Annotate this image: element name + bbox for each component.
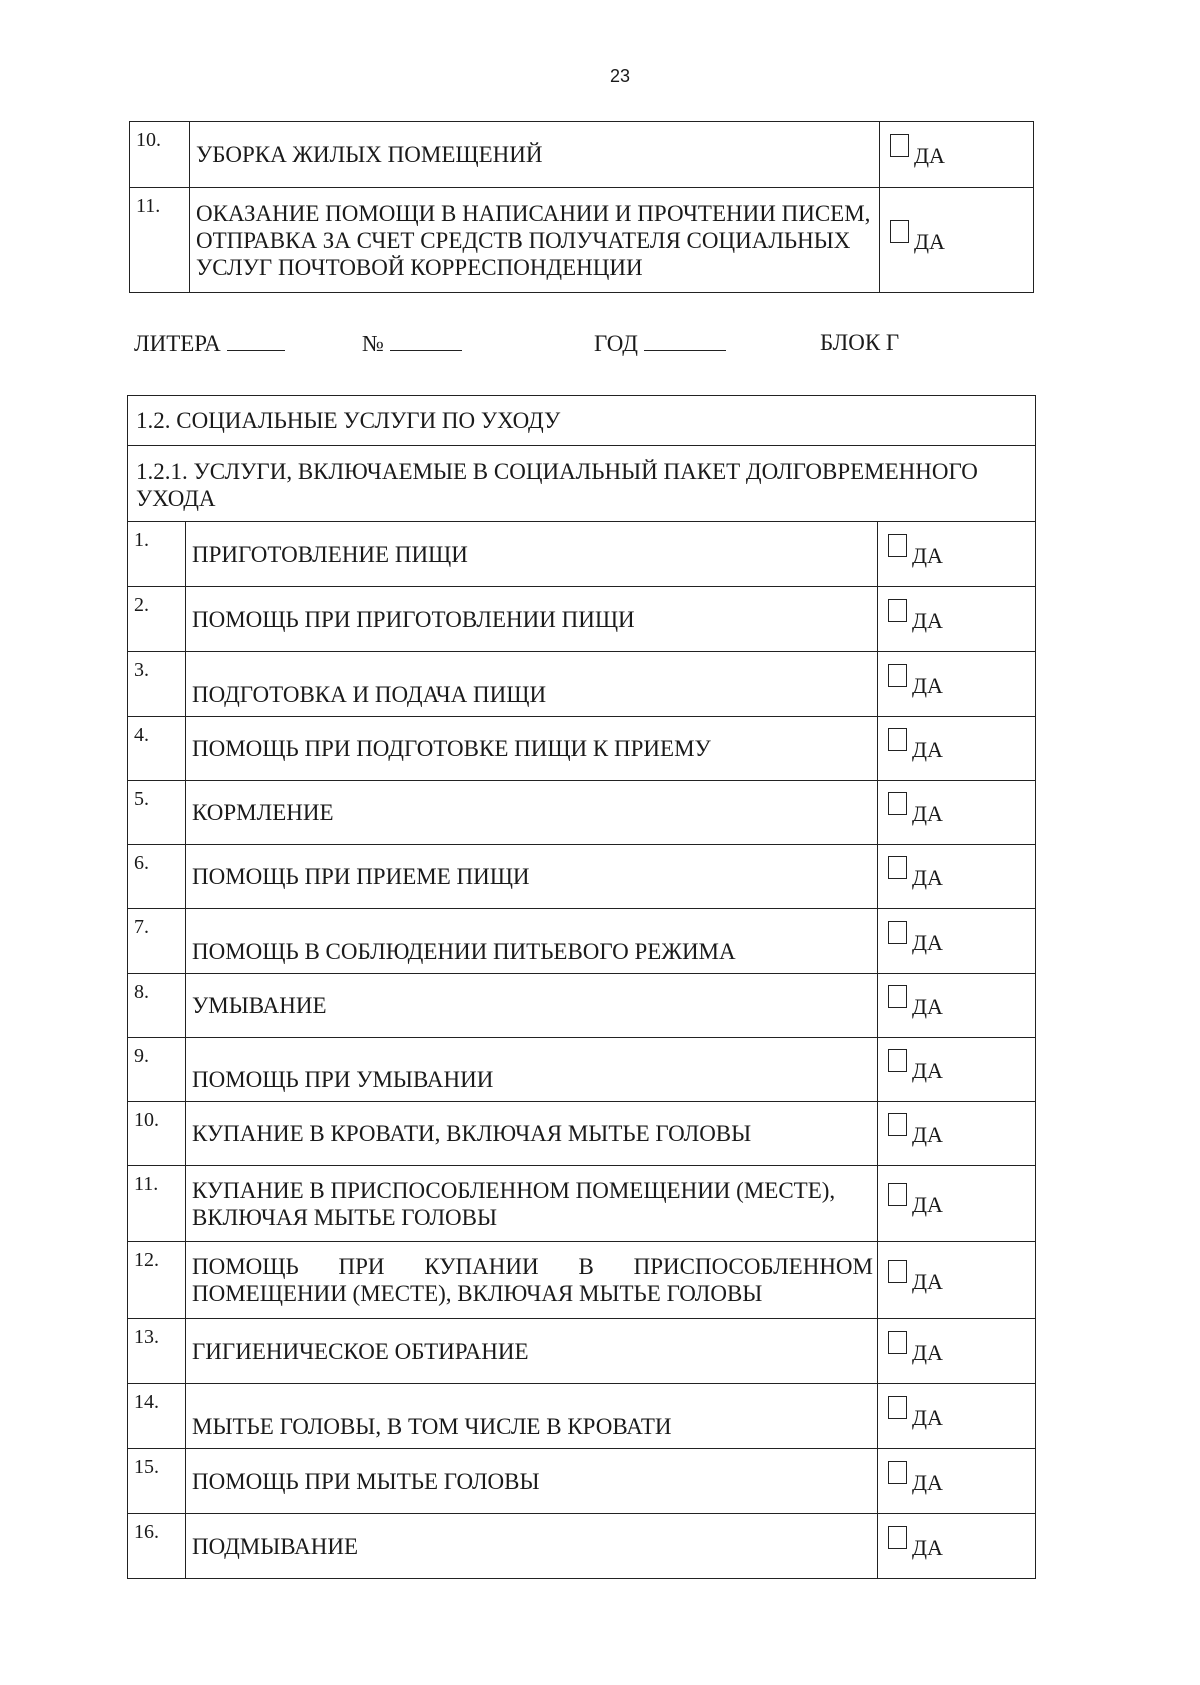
yes-label: ДА [912, 929, 943, 955]
yes-checkbox[interactable] [878, 845, 1036, 909]
row-number: 7. [128, 909, 186, 974]
yes-checkbox[interactable] [878, 1319, 1036, 1384]
yes-checkbox[interactable] [878, 1449, 1036, 1514]
row-number: 2. [128, 587, 186, 652]
table-row [128, 1384, 1036, 1449]
service-label: ПОМОЩЬ ПРИ КУПАНИИ В ПРИСПОСОБЛЕННОМ ПОМЕЩЕНИИ (МЕСТЕ), ВКЛЮЧАЯ МЫТЬЕ ГОЛОВЫ [186, 1242, 878, 1319]
service-label: ГИГИЕНИЧЕСКОЕ ОБТИРАНИЕ [186, 1319, 878, 1384]
checkbox-icon[interactable] [888, 1526, 907, 1549]
yes-checkbox[interactable] [878, 781, 1036, 845]
yes-checkbox[interactable] [878, 1166, 1036, 1242]
row-number: 9. [128, 1038, 186, 1102]
yes-label: ДА [914, 143, 945, 168]
page-number: 23 [609, 66, 631, 86]
subsection-title: 1.2.1. УСЛУГИ, ВКЛЮЧАЕМЫЕ В СОЦИАЛЬНЫЙ ПАКЕТ ДОЛГОВРЕМЕННОГО УХОДА [128, 446, 1036, 522]
service-label: ПОМОЩЬ ПРИ МЫТЬЕ ГОЛОВЫ [186, 1449, 878, 1514]
row-number: 11. [128, 1166, 186, 1242]
yes-label: ДА [912, 542, 943, 568]
row-number: 6. [128, 845, 186, 909]
row-number: 4. [128, 717, 186, 781]
services-table-main [127, 395, 1036, 1579]
table-row [128, 652, 1036, 717]
checkbox-icon[interactable] [888, 1461, 907, 1484]
yes-checkbox[interactable] [880, 122, 1034, 188]
yes-checkbox[interactable] [878, 717, 1036, 781]
checkbox-icon[interactable] [888, 792, 907, 815]
checkbox-icon[interactable] [888, 728, 907, 751]
yes-label: ДА [912, 994, 943, 1019]
table-row [128, 522, 1036, 587]
yes-label: ДА [912, 1469, 943, 1495]
row-number: 15. [128, 1449, 186, 1514]
row-number: 5. [128, 781, 186, 845]
number-label: № [362, 331, 384, 356]
table-row [128, 1038, 1036, 1102]
service-label: МЫТЬЕ ГОЛОВЫ, В ТОМ ЧИСЛЕ В КРОВАТИ [186, 1384, 878, 1449]
checkbox-icon[interactable] [888, 856, 907, 879]
table-row [128, 845, 1036, 909]
yes-checkbox[interactable] [878, 1242, 1036, 1319]
section-row [128, 396, 1036, 446]
row-number: 13. [128, 1319, 186, 1384]
litera-field[interactable] [227, 330, 285, 351]
yes-checkbox[interactable] [878, 974, 1036, 1038]
service-label: КОРМЛЕНИЕ [186, 781, 878, 845]
yes-checkbox[interactable] [878, 652, 1036, 717]
row-number: 14. [128, 1384, 186, 1449]
service-label: УБОРКА ЖИЛЫХ ПОМЕЩЕНИЙ [190, 122, 880, 188]
yes-label: ДА [912, 672, 943, 698]
row-number: 3. [128, 652, 186, 717]
checkbox-icon[interactable] [888, 599, 907, 622]
yes-checkbox[interactable] [878, 587, 1036, 652]
yes-label: ДА [912, 737, 943, 762]
checkbox-icon[interactable] [890, 220, 909, 243]
table-row [130, 188, 1034, 293]
block-label: БЛОК Г [820, 330, 900, 355]
yes-checkbox[interactable] [878, 1038, 1036, 1102]
table-row [128, 1449, 1036, 1514]
section-title: 1.2. СОЦИАЛЬНЫЕ УСЛУГИ ПО УХОДУ [128, 396, 1036, 446]
row-number: 10. [128, 1102, 186, 1166]
yes-checkbox[interactable] [878, 1102, 1036, 1166]
yes-checkbox[interactable] [878, 1384, 1036, 1449]
table-row [128, 909, 1036, 974]
checkbox-icon[interactable] [890, 134, 909, 157]
checkbox-icon[interactable] [888, 1331, 907, 1354]
year-field[interactable] [644, 330, 726, 351]
subsection-row [128, 446, 1036, 522]
yes-label: ДА [912, 801, 943, 826]
checkbox-icon[interactable] [888, 1113, 907, 1136]
year-label: ГОД [594, 331, 638, 356]
row-number: 11. [130, 188, 190, 293]
checkbox-icon[interactable] [888, 1396, 907, 1419]
service-label: УМЫВАНИЕ [186, 974, 878, 1038]
table-row [128, 1319, 1036, 1384]
form-header-line [362, 330, 462, 357]
table-row [128, 1514, 1036, 1579]
checkbox-icon[interactable] [888, 985, 907, 1008]
yes-checkbox[interactable] [878, 909, 1036, 974]
yes-label: ДА [914, 228, 945, 254]
yes-label: ДА [912, 1268, 943, 1294]
services-table-top [129, 121, 1034, 293]
row-number: 12. [128, 1242, 186, 1319]
service-label: ОКАЗАНИЕ ПОМОЩИ В НАПИСАНИИ И ПРОЧТЕНИИ ПИСЕМ, ОТПРАВКА ЗА СЧЕТ СРЕДСТВ ПОЛУЧАТЕЛЯ СОЦИАЛЬНЫХ УСЛУГ ПОЧТОВОЙ КОРРЕСПОНДЕНЦИИ [190, 188, 880, 293]
service-label: ПОМОЩЬ В СОБЛЮДЕНИИ ПИТЬЕВОГО РЕЖИМА [186, 909, 878, 974]
service-label: ПОМОЩЬ ПРИ ПОДГОТОВКЕ ПИЩИ К ПРИЕМУ [186, 717, 878, 781]
service-label: ПОДГОТОВКА И ПОДАЧА ПИЩИ [186, 652, 878, 717]
yes-label: ДА [912, 1339, 943, 1365]
form-header-line [594, 330, 726, 357]
row-number: 16. [128, 1514, 186, 1579]
checkbox-icon[interactable] [888, 1260, 907, 1283]
form-header-line [134, 330, 285, 357]
yes-label: ДА [912, 1058, 943, 1083]
service-label: КУПАНИЕ В ПРИСПОСОБЛЕННОМ ПОМЕЩЕНИИ (МЕСТЕ), ВКЛЮЧАЯ МЫТЬЕ ГОЛОВЫ [186, 1166, 878, 1242]
service-label: ПОМОЩЬ ПРИ ПРИГОТОВЛЕНИИ ПИЩИ [186, 587, 878, 652]
service-label: ПОДМЫВАНИЕ [186, 1514, 878, 1579]
yes-label: ДА [912, 865, 943, 890]
yes-label: ДА [912, 1534, 943, 1560]
litera-label: ЛИТЕРА [134, 331, 221, 356]
checkbox-icon[interactable] [888, 1183, 907, 1206]
form-header-line [820, 330, 899, 356]
service-label: ПОМОЩЬ ПРИ УМЫВАНИИ [186, 1038, 878, 1102]
service-label: КУПАНИЕ В КРОВАТИ, ВКЛЮЧАЯ МЫТЬЕ ГОЛОВЫ [186, 1102, 878, 1166]
table-row [128, 1166, 1036, 1242]
table-row [128, 1242, 1036, 1319]
row-number: 10. [130, 122, 190, 188]
yes-checkbox[interactable] [878, 1514, 1036, 1579]
service-label: ПРИГОТОВЛЕНИЕ ПИЩИ [186, 522, 878, 587]
row-number: 8. [128, 974, 186, 1038]
yes-label: ДА [912, 607, 943, 633]
yes-label: ДА [912, 1122, 943, 1147]
checkbox-icon[interactable] [888, 921, 907, 944]
table-row [128, 974, 1036, 1038]
checkbox-icon[interactable] [888, 1049, 907, 1072]
yes-label: ДА [912, 1404, 943, 1430]
checkbox-icon[interactable] [888, 534, 907, 557]
table-row [130, 122, 1034, 188]
number-field[interactable] [390, 330, 462, 351]
service-label: ПОМОЩЬ ПРИ ПРИЕМЕ ПИЩИ [186, 845, 878, 909]
row-number: 1. [128, 522, 186, 587]
table-row [128, 1102, 1036, 1166]
table-row [128, 587, 1036, 652]
yes-checkbox[interactable] [878, 522, 1036, 587]
yes-label: ДА [912, 1192, 943, 1217]
table-row [128, 781, 1036, 845]
checkbox-icon[interactable] [888, 664, 907, 687]
table-row [128, 717, 1036, 781]
yes-checkbox[interactable] [880, 188, 1034, 293]
